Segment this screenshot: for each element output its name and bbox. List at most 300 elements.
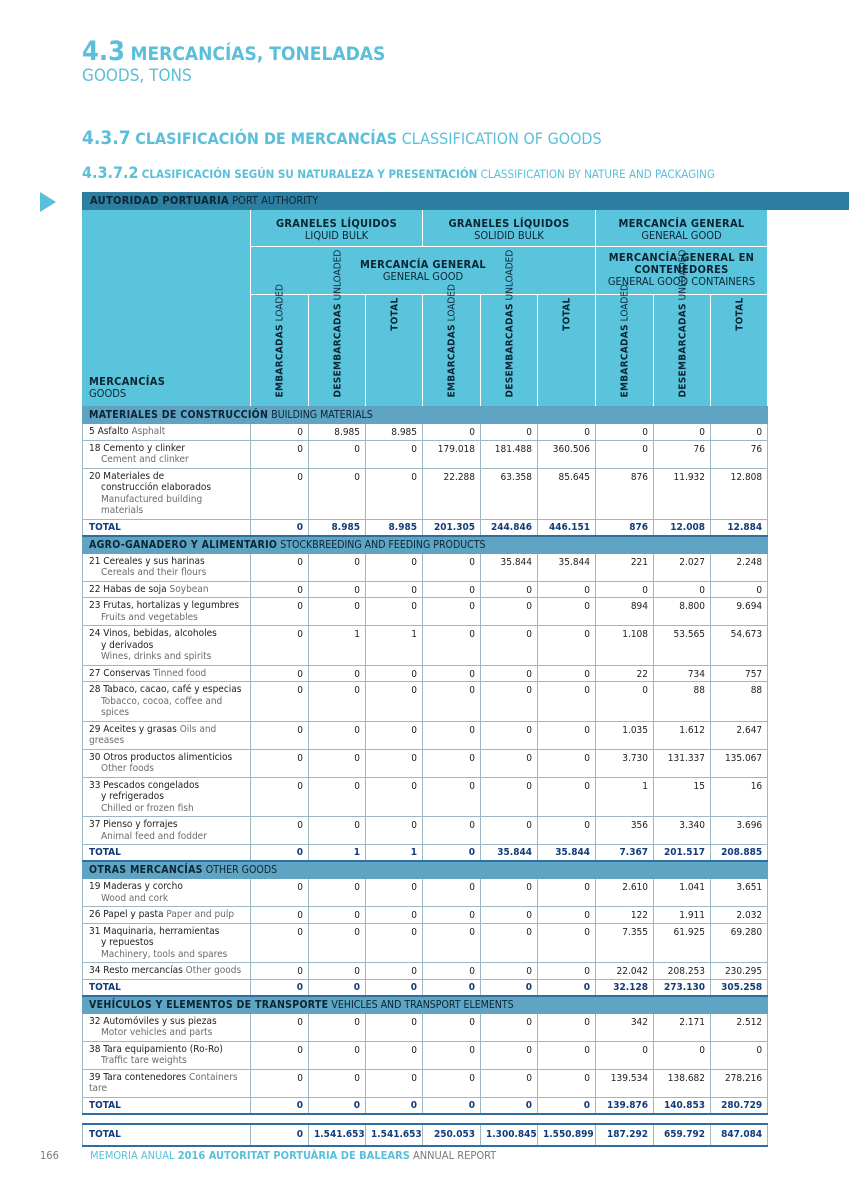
table-row bbox=[83, 817, 768, 845]
table-cell: 0 bbox=[251, 817, 309, 845]
row-label-en: Paper and pulp bbox=[166, 909, 235, 920]
row-label bbox=[83, 749, 251, 777]
total-cell: 0 bbox=[481, 1097, 538, 1114]
table-cell: 2.647 bbox=[711, 721, 768, 749]
table-cell: 0 bbox=[251, 626, 309, 666]
subgroup-header-containers: MERCANCÍA GENERAL EN CONTENEDORES GENERAL GOOD CONTAINERS bbox=[607, 251, 756, 288]
table-cell: 0 bbox=[481, 749, 538, 777]
row-label-en: Wood and cork bbox=[101, 892, 169, 904]
table-cell: 0 bbox=[423, 424, 481, 441]
table-cell: 0 bbox=[366, 907, 423, 924]
table-cell: 0 bbox=[423, 581, 481, 598]
table-cell: 0 bbox=[251, 440, 309, 468]
table-cell: 15 bbox=[654, 777, 711, 817]
table-cell: 0 bbox=[309, 665, 366, 682]
table-cell: 0 bbox=[366, 1013, 423, 1041]
section-header-row bbox=[83, 407, 768, 424]
subsubsection-title-es: CLASIFICACIÓN SEGÚN SU NATURALEZA Y PRESENTACIÓN bbox=[141, 167, 478, 181]
table-cell: 0 bbox=[423, 1013, 481, 1041]
table-cell: 1.108 bbox=[596, 626, 654, 666]
table-cell: 3.730 bbox=[596, 749, 654, 777]
table-cell: 88 bbox=[711, 682, 768, 722]
section-header-row bbox=[83, 536, 768, 554]
row-label-en: Tinned food bbox=[153, 667, 207, 679]
table-cell: 0 bbox=[366, 468, 423, 519]
table-cell: 0 bbox=[309, 598, 366, 626]
total-cell: 12.008 bbox=[654, 519, 711, 536]
table-cell: 0 bbox=[711, 1041, 768, 1069]
table-cell: 0 bbox=[423, 963, 481, 980]
table-cell: 0 bbox=[711, 581, 768, 598]
table-row bbox=[83, 626, 768, 666]
total-cell: 0 bbox=[251, 519, 309, 536]
total-cell: 446.151 bbox=[538, 519, 596, 536]
row-label-es: 27 Conservas bbox=[89, 667, 151, 679]
row-label bbox=[83, 963, 251, 980]
table-cell: 0 bbox=[423, 1041, 481, 1069]
table-cell: 0 bbox=[538, 1041, 596, 1069]
footer-title: 2016 AUTORITAT PORTUÀRIA DE BALEARS bbox=[177, 1149, 410, 1162]
table-cell: 0 bbox=[309, 963, 366, 980]
port-authority-band bbox=[82, 192, 849, 210]
row-label-en: Fruits and vegetables bbox=[101, 611, 198, 623]
table-cell: 0 bbox=[309, 749, 366, 777]
row-label-es: 37 Pienso y forrajes bbox=[89, 819, 178, 830]
table-cell: 0 bbox=[423, 665, 481, 682]
subsubsection-number: 4.3.7.2 bbox=[82, 163, 139, 182]
grand-total-cell: 1.300.845 bbox=[481, 1124, 538, 1146]
table-cell: 894 bbox=[596, 598, 654, 626]
group-header-liquid-bulk: GRANELES LÍQUIDOS LIQUID BULK bbox=[275, 217, 398, 242]
row-label-es: 23 Frutas, hortalizas y legumbres bbox=[89, 600, 240, 611]
total-cell: 0 bbox=[366, 1097, 423, 1114]
table-cell: 0 bbox=[481, 721, 538, 749]
subsection-title-es: CLASIFICACIÓN DE MERCANCÍAS bbox=[135, 129, 398, 148]
table-cell: 0 bbox=[366, 440, 423, 468]
row-label-es: 31 Maquinaria, herramientas bbox=[89, 925, 220, 937]
port-authority-es: AUTORIDAD PORTUARIA bbox=[90, 194, 229, 207]
table-cell: 85.645 bbox=[538, 468, 596, 519]
table-cell: 88 bbox=[654, 682, 711, 722]
row-label bbox=[83, 817, 251, 845]
row-label-en: Chilled or frozen fish bbox=[101, 802, 194, 814]
row-label-en: Motor vehicles and parts bbox=[101, 1027, 213, 1038]
table-cell: 0 bbox=[423, 923, 481, 963]
table-cell: 0 bbox=[366, 817, 423, 845]
table-cell: 0 bbox=[251, 665, 309, 682]
table-cell: 0 bbox=[596, 424, 654, 441]
table-cell: 0 bbox=[654, 581, 711, 598]
table-cell: 0 bbox=[538, 721, 596, 749]
grand-total-row bbox=[83, 1124, 768, 1146]
table-cell: 0 bbox=[538, 777, 596, 817]
total-cell: 0 bbox=[251, 979, 309, 996]
row-label-es-cont: construcción elaborados bbox=[101, 482, 212, 493]
row-label bbox=[83, 1041, 251, 1069]
row-label-en: Cereals and their flours bbox=[101, 567, 207, 578]
row-label-en: Soybean bbox=[169, 583, 209, 595]
table-cell: 0 bbox=[481, 1069, 538, 1097]
group-header-general-good: MERCANCÍA GENERAL GENERAL GOOD bbox=[618, 217, 745, 242]
total-row bbox=[83, 845, 768, 862]
table-cell: 1 bbox=[366, 626, 423, 666]
table-cell: 0 bbox=[309, 817, 366, 845]
table-row bbox=[83, 424, 768, 441]
row-label-en: Other goods bbox=[185, 965, 242, 976]
column-header-unloaded: DESEMBARCADAS UNLOADED bbox=[332, 249, 343, 398]
table-cell: 0 bbox=[538, 1013, 596, 1041]
row-label-en: Machinery, tools and spares bbox=[101, 948, 228, 960]
table-cell: 0 bbox=[366, 749, 423, 777]
table-cell: 0 bbox=[481, 879, 538, 907]
total-cell: 0 bbox=[366, 979, 423, 996]
table-cell: 0 bbox=[423, 907, 481, 924]
total-cell: 208.885 bbox=[711, 845, 768, 862]
table-cell: 0 bbox=[538, 907, 596, 924]
table-cell: 0 bbox=[366, 598, 423, 626]
table-cell: 138.682 bbox=[654, 1069, 711, 1097]
section-title-es: OTRAS MERCANCÍAS bbox=[89, 864, 203, 876]
table-cell: 0 bbox=[366, 553, 423, 581]
table-cell: 0 bbox=[654, 1041, 711, 1069]
table-cell: 734 bbox=[654, 665, 711, 682]
row-label-en: Asphalt bbox=[131, 426, 166, 437]
table-cell: 0 bbox=[309, 907, 366, 924]
table-cell: 0 bbox=[366, 721, 423, 749]
row-label bbox=[83, 1069, 251, 1097]
total-cell: 0 bbox=[251, 845, 309, 862]
row-label-es: 18 Cemento y clinker bbox=[89, 442, 185, 454]
table-cell: 63.358 bbox=[481, 468, 538, 519]
row-label-es: 39 Tara contenedores bbox=[89, 1071, 187, 1083]
table-cell: 0 bbox=[538, 963, 596, 980]
grand-total-cell: 1.541.653 bbox=[309, 1124, 366, 1146]
table-cell: 0 bbox=[309, 553, 366, 581]
total-cell: 0 bbox=[481, 979, 538, 996]
table-row bbox=[83, 553, 768, 581]
table-cell: 0 bbox=[309, 581, 366, 598]
row-label-en: Tobacco, cocoa, coffee and spices bbox=[101, 695, 223, 718]
row-label bbox=[83, 553, 251, 581]
column-header-total: TOTAL bbox=[389, 297, 400, 331]
table-cell: 0 bbox=[481, 963, 538, 980]
table-cell: 35.844 bbox=[538, 553, 596, 581]
table-cell: 0 bbox=[538, 923, 596, 963]
section-header bbox=[83, 861, 768, 879]
table-cell: 3.651 bbox=[711, 879, 768, 907]
table-cell: 0 bbox=[538, 424, 596, 441]
table-cell: 76 bbox=[711, 440, 768, 468]
subsection-number: 4.3.7 bbox=[82, 127, 131, 149]
table-cell: 0 bbox=[366, 665, 423, 682]
section-title-es: AGRO-GANADERO Y ALIMENTARIO bbox=[89, 538, 278, 551]
table-cell: 0 bbox=[366, 963, 423, 980]
row-label bbox=[83, 626, 251, 666]
table-cell: 2.032 bbox=[711, 907, 768, 924]
table-cell: 22.288 bbox=[423, 468, 481, 519]
table-row bbox=[83, 581, 768, 598]
total-cell: 244.846 bbox=[481, 519, 538, 536]
row-label-en: Cement and clinker bbox=[101, 454, 189, 465]
table-row bbox=[83, 749, 768, 777]
table-cell: 135.067 bbox=[711, 749, 768, 777]
table-cell: 0 bbox=[538, 749, 596, 777]
table-cell: 54.673 bbox=[711, 626, 768, 666]
subgroup-header-general-good: MERCANCÍA GENERAL GENERAL GOOD bbox=[359, 258, 487, 283]
table-cell: 1.612 bbox=[654, 721, 711, 749]
section-number: 4.3 bbox=[82, 36, 126, 67]
section-title-en: OTHER GOODS bbox=[205, 864, 278, 876]
row-label-es: 32 Automóviles y sus piezas bbox=[89, 1015, 217, 1027]
table-cell: 1 bbox=[309, 626, 366, 666]
total-cell: 0 bbox=[423, 845, 481, 862]
table-row bbox=[83, 468, 768, 519]
table-cell: 342 bbox=[596, 1013, 654, 1041]
section-header-row bbox=[83, 996, 768, 1014]
table-cell: 0 bbox=[366, 682, 423, 722]
table-cell: 0 bbox=[423, 553, 481, 581]
grand-total-cell: 1.550.899 bbox=[538, 1124, 596, 1146]
row-label bbox=[83, 581, 251, 598]
port-authority-en: PORT AUTHORITY bbox=[232, 194, 319, 207]
row-label bbox=[83, 721, 251, 749]
table-cell: 876 bbox=[596, 468, 654, 519]
table-cell: 0 bbox=[538, 1069, 596, 1097]
total-cell: 280.729 bbox=[711, 1097, 768, 1114]
total-cell: 0 bbox=[423, 1097, 481, 1114]
section-header bbox=[83, 996, 768, 1014]
row-label-es: 29 Aceites y grasas bbox=[89, 723, 177, 735]
table-row bbox=[83, 1013, 768, 1041]
table-row bbox=[83, 923, 768, 963]
table-cell: 2.171 bbox=[654, 1013, 711, 1041]
section-title-en: BUILDING MATERIALS bbox=[271, 409, 373, 421]
table-row bbox=[83, 1041, 768, 1069]
grand-total-label: TOTAL bbox=[83, 1124, 251, 1146]
table-cell: 0 bbox=[251, 1041, 309, 1069]
table-cell: 9.694 bbox=[711, 598, 768, 626]
table-cell: 0 bbox=[251, 1013, 309, 1041]
section-header bbox=[83, 536, 768, 554]
row-label-es-cont: y derivados bbox=[101, 639, 154, 651]
total-cell: 35.844 bbox=[481, 845, 538, 862]
total-label: TOTAL bbox=[83, 979, 251, 996]
table-cell: 0 bbox=[251, 749, 309, 777]
table-cell: 35.844 bbox=[481, 553, 538, 581]
arrow-marker-icon bbox=[40, 192, 56, 212]
total-cell: 139.876 bbox=[596, 1097, 654, 1114]
column-header-loaded: EMBARCADAS LOADED bbox=[274, 284, 285, 398]
row-label bbox=[83, 468, 251, 519]
column-header-total: TOTAL bbox=[734, 297, 745, 331]
table-cell: 0 bbox=[538, 817, 596, 845]
total-cell: 0 bbox=[251, 1097, 309, 1114]
grand-total-cell: 187.292 bbox=[596, 1124, 654, 1146]
subsubsection-heading bbox=[82, 165, 715, 182]
table-cell: 1.911 bbox=[654, 907, 711, 924]
total-row bbox=[83, 1097, 768, 1114]
table-cell: 0 bbox=[309, 923, 366, 963]
table-cell: 360.506 bbox=[538, 440, 596, 468]
total-label: TOTAL bbox=[83, 519, 251, 536]
column-header-loaded: EMBARCADAS LOADED bbox=[446, 284, 457, 398]
table-cell: 1.041 bbox=[654, 879, 711, 907]
table-cell: 0 bbox=[366, 777, 423, 817]
table-cell: 3.696 bbox=[711, 817, 768, 845]
table-row bbox=[83, 1069, 768, 1097]
total-cell: 0 bbox=[538, 1097, 596, 1114]
table-cell: 0 bbox=[309, 440, 366, 468]
table-cell: 0 bbox=[481, 424, 538, 441]
section-title-es: MERCANCÍAS, TONELADAS bbox=[130, 43, 386, 65]
table-cell: 0 bbox=[309, 721, 366, 749]
total-cell: 273.130 bbox=[654, 979, 711, 996]
table-cell: 0 bbox=[481, 1013, 538, 1041]
table-cell: 76 bbox=[654, 440, 711, 468]
table-cell: 0 bbox=[423, 682, 481, 722]
total-cell: 305.258 bbox=[711, 979, 768, 996]
total-cell: 0 bbox=[309, 979, 366, 996]
total-cell: 0 bbox=[309, 1097, 366, 1114]
table-cell: 0 bbox=[309, 777, 366, 817]
table-cell: 0 bbox=[423, 817, 481, 845]
row-label-en: Oils and greases bbox=[89, 723, 217, 746]
total-cell: 35.844 bbox=[538, 845, 596, 862]
section-title-en: GOODS, TONS bbox=[82, 66, 192, 86]
table-cell: 0 bbox=[366, 923, 423, 963]
table-cell: 0 bbox=[481, 682, 538, 722]
table-cell: 0 bbox=[423, 777, 481, 817]
row-label-es-cont: y repuestos bbox=[101, 937, 154, 948]
section-title-es: VEHÍCULOS Y ELEMENTOS DE TRANSPORTE bbox=[89, 998, 329, 1011]
table-cell: 0 bbox=[481, 817, 538, 845]
section-title-es: MATERIALES DE CONSTRUCCIÓN bbox=[89, 409, 269, 421]
table-cell: 131.337 bbox=[654, 749, 711, 777]
table-cell: 0 bbox=[538, 665, 596, 682]
row-label-es: 19 Maderas y corcho bbox=[89, 881, 183, 892]
table-cell: 757 bbox=[711, 665, 768, 682]
row-label-es: 38 Tara equipamiento (Ro-Ro) bbox=[89, 1043, 223, 1055]
row-label bbox=[83, 424, 251, 441]
table-cell: 0 bbox=[481, 923, 538, 963]
table-cell: 22 bbox=[596, 665, 654, 682]
table-cell: 0 bbox=[309, 1041, 366, 1069]
table-cell: 0 bbox=[481, 1041, 538, 1069]
row-label-en: Other foods bbox=[101, 763, 154, 774]
row-label bbox=[83, 1013, 251, 1041]
table-row bbox=[83, 721, 768, 749]
row-label-en: Containers tare bbox=[89, 1071, 238, 1094]
footer-memoria: MEMORIA ANUAL bbox=[90, 1149, 175, 1162]
row-label-es: 22 Habas de soja bbox=[89, 583, 167, 595]
total-cell: 140.853 bbox=[654, 1097, 711, 1114]
table-cell: 3.340 bbox=[654, 817, 711, 845]
table-cell: 8.985 bbox=[309, 424, 366, 441]
table-cell: 0 bbox=[596, 682, 654, 722]
page-number: 166 bbox=[40, 1149, 59, 1162]
table-cell: 0 bbox=[251, 468, 309, 519]
table-cell: 2.610 bbox=[596, 879, 654, 907]
table-cell: 0 bbox=[366, 1069, 423, 1097]
total-cell: 32.128 bbox=[596, 979, 654, 996]
section-title-en: STOCKBREEDING AND FEEDING PRODUCTS bbox=[280, 538, 486, 551]
total-label: TOTAL bbox=[83, 1097, 251, 1114]
row-label bbox=[83, 440, 251, 468]
grand-total-cell: 1.541.653 bbox=[366, 1124, 423, 1146]
table-cell: 0 bbox=[423, 598, 481, 626]
table-cell: 0 bbox=[538, 581, 596, 598]
table-cell: 221 bbox=[596, 553, 654, 581]
total-cell: 8.985 bbox=[309, 519, 366, 536]
table-cell: 2.248 bbox=[711, 553, 768, 581]
table-cell: 2.027 bbox=[654, 553, 711, 581]
grand-total-cell: 847.084 bbox=[711, 1124, 768, 1146]
table-cell: 0 bbox=[538, 626, 596, 666]
table-cell: 278.216 bbox=[711, 1069, 768, 1097]
table-cell: 0 bbox=[423, 1069, 481, 1097]
row-label-es: 21 Cereales y sus harinas bbox=[89, 555, 205, 567]
goods-table bbox=[82, 406, 768, 1147]
table-row bbox=[83, 907, 768, 924]
table-cell: 53.565 bbox=[654, 626, 711, 666]
subsubsection-title-en: CLASSIFICATION BY NATURE AND PACKAGING bbox=[480, 167, 715, 181]
row-label bbox=[83, 879, 251, 907]
table-row bbox=[83, 598, 768, 626]
table-cell: 230.295 bbox=[711, 963, 768, 980]
group-header-solid-bulk: GRANELES LÍQUIDOS SOLIDID BULK bbox=[448, 217, 570, 242]
table-cell: 0 bbox=[711, 424, 768, 441]
table-cell: 0 bbox=[481, 777, 538, 817]
table-cell: 0 bbox=[596, 440, 654, 468]
total-cell: 201.517 bbox=[654, 845, 711, 862]
table-cell: 8.985 bbox=[366, 424, 423, 441]
table-row bbox=[83, 682, 768, 722]
total-cell: 1 bbox=[366, 845, 423, 862]
table-cell: 0 bbox=[481, 907, 538, 924]
column-header-loaded: EMBARCADAS LOADED bbox=[619, 284, 630, 398]
table-cell: 2.512 bbox=[711, 1013, 768, 1041]
table-cell: 0 bbox=[423, 626, 481, 666]
table-cell: 181.488 bbox=[481, 440, 538, 468]
table-row bbox=[83, 879, 768, 907]
table-cell: 0 bbox=[538, 879, 596, 907]
row-label bbox=[83, 682, 251, 722]
table-cell: 0 bbox=[251, 424, 309, 441]
column-header-unloaded: DESEMBARCADAS UNLOADED bbox=[504, 249, 515, 398]
table-cell: 0 bbox=[251, 1069, 309, 1097]
table-cell: 0 bbox=[309, 682, 366, 722]
total-cell: 8.985 bbox=[366, 519, 423, 536]
section-title-en: VEHICLES AND TRANSPORT ELEMENTS bbox=[331, 998, 514, 1011]
section-heading bbox=[82, 36, 386, 67]
table-cell: 1 bbox=[596, 777, 654, 817]
table-cell: 208.253 bbox=[654, 963, 711, 980]
row-label-es: 30 Otros productos alimenticios bbox=[89, 751, 233, 763]
table-cell: 16 bbox=[711, 777, 768, 817]
table-cell: 0 bbox=[366, 1041, 423, 1069]
row-label-en: Manufactured building materials bbox=[101, 493, 203, 516]
total-row bbox=[83, 519, 768, 536]
table-cell: 0 bbox=[251, 682, 309, 722]
header-divider bbox=[250, 246, 767, 247]
table-row bbox=[83, 777, 768, 817]
table-cell: 0 bbox=[251, 553, 309, 581]
footer-report: ANNUAL REPORT bbox=[412, 1149, 497, 1162]
table-cell: 1.035 bbox=[596, 721, 654, 749]
total-row bbox=[83, 979, 768, 996]
table-cell: 0 bbox=[251, 777, 309, 817]
table-cell: 0 bbox=[251, 907, 309, 924]
